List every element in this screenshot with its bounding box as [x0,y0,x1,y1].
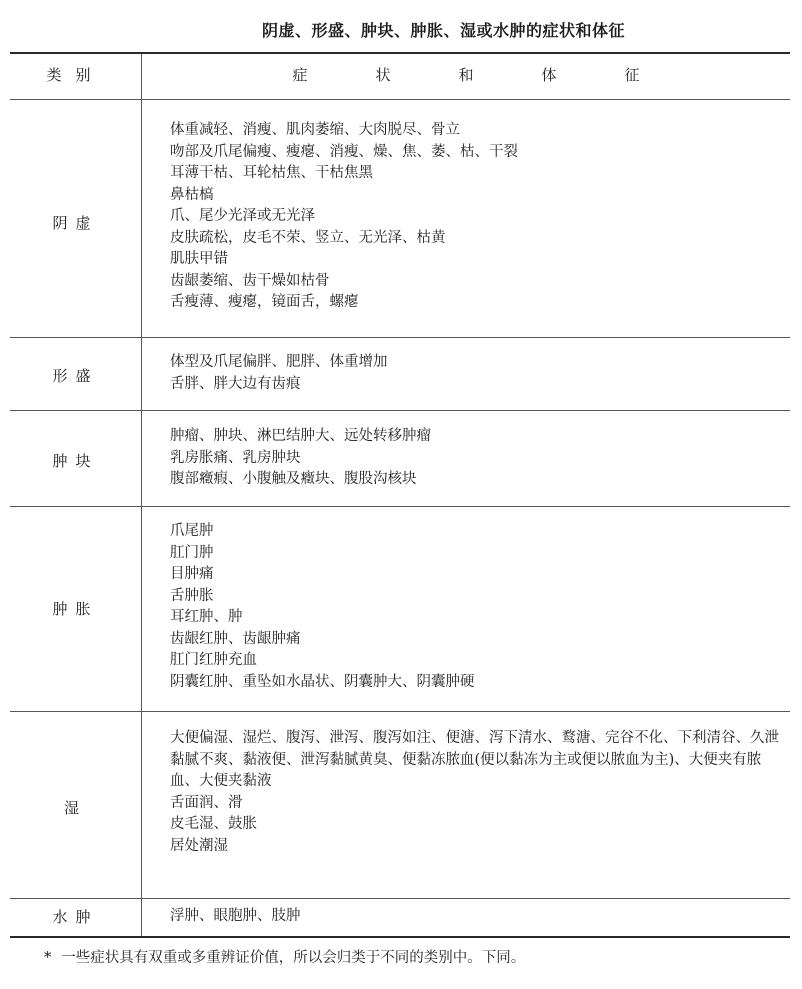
symptom-item: 黏腻不爽、黏液便、泄泻黏腻黄臭、便黏冻脓血(便以黏冻为主或便以脓血为主)、大便夹有脓血、大便夹黏液 [170,751,762,789]
symptom-item: 舌瘦薄、瘦瘪，镜面舌，螺瘪 [170,294,359,310]
column-divider [141,54,142,936]
symptoms-dampness [170,728,780,857]
category-dampness: 湿 [63,799,87,817]
symptoms-excess-form [170,352,780,395]
symptom-item: 肛门红肿充血 [170,652,257,668]
category-mass: 肿块 [52,452,99,470]
header-symptoms-char: 状 [375,66,391,84]
symptom-item: 大便偏湿、湿烂、腹泻、泄泻、腹泻如注、便溏、泻下清水、鹜溏、完谷不化、下利清谷、久泄 [170,730,779,746]
symptom-item: 齿龈萎缩、齿干燥如枯骨 [170,272,330,289]
symptom-item: 吻部及爪尾偏瘦、瘦瘪、消瘦、燥、焦、萎、枯、干裂 [170,143,518,160]
symptoms-mass [170,426,780,491]
symptom-item: 皮肤疏松，皮毛不荣、竖立、无光泽、枯黄 [170,229,446,246]
symptom-item: 爪、尾少光泽或无光泽 [170,208,315,224]
footnote [44,946,525,967]
header-symptoms [142,64,790,85]
header-symptoms-char: 症 [292,66,308,84]
row-rule [10,337,790,338]
category-edema: 水肿 [52,908,99,926]
row-rule [10,898,790,899]
symptom-item: 肌肤甲错 [170,251,228,267]
symptom-item: 肿瘤、肿块、淋巴结肿大、远处转移肿瘤 [170,428,431,444]
symptom-item: 耳薄干枯、耳轮枯焦、干枯焦黑 [170,165,373,181]
symptom-item: 目肿痛 [170,566,214,582]
header-symptoms-char: 征 [624,66,640,84]
table-bottom-rule [10,936,790,938]
symptom-item: 肛门肿 [170,544,214,561]
symptom-item: 阴囊红肿、重坠如水晶状、阴囊肿大、阴囊肿硬 [170,673,475,690]
symptoms-swelling [170,521,780,693]
symptom-item: 浮肿、眼胞肿、肢肿 [170,908,301,924]
row-rule [10,711,790,712]
category-yin-deficiency: 阴虚 [52,214,99,232]
symptom-item: 体型及爪尾偏胖、肥胖、体重增加 [170,354,388,370]
footnote-text: 一些症状具有双重或多重辨证价值，所以会归类于不同的类别中。下同。 [61,950,526,966]
symptom-item: 鼻枯槁 [170,186,214,203]
category-excess-form: 形盛 [52,367,99,385]
symptoms-edema [170,906,780,928]
row-rule [10,506,790,507]
symptom-item: 居处潮湿 [170,837,228,854]
symptom-item: 腹部癥瘕、小腹触及癥块、腹股沟核块 [170,471,417,487]
header-category: 类别 [46,66,105,84]
table-title: 阴虚、形盛、肿块、肿胀、湿或水肿的症状和体征 [262,21,626,40]
category-swelling: 肿胀 [52,600,99,618]
table-top-rule [10,52,790,54]
header-rule [10,99,790,100]
symptom-item: 乳房胀痛、乳房肿块 [170,449,301,466]
footnote-marker: * [44,950,52,966]
symptom-item: 齿龈红肿、齿龈肿痛 [170,630,301,647]
symptom-item: 皮毛湿、鼓胀 [170,816,257,832]
row-rule [10,410,790,411]
header-symptoms-char: 和 [458,66,474,84]
symptom-item: 舌胖、胖大边有齿痕 [170,375,301,392]
symptom-item: 舌肿胀 [170,587,214,604]
symptoms-yin-deficiency [170,120,780,314]
symptom-item: 爪尾肿 [170,523,214,539]
symptom-item: 舌面润、滑 [170,794,243,811]
header-symptoms-char: 体 [541,66,557,84]
symptom-item: 耳红肿、肿 [170,609,243,625]
symptom-item: 体重减轻、消瘦、肌肉萎缩、大肉脱尽、骨立 [170,122,460,138]
